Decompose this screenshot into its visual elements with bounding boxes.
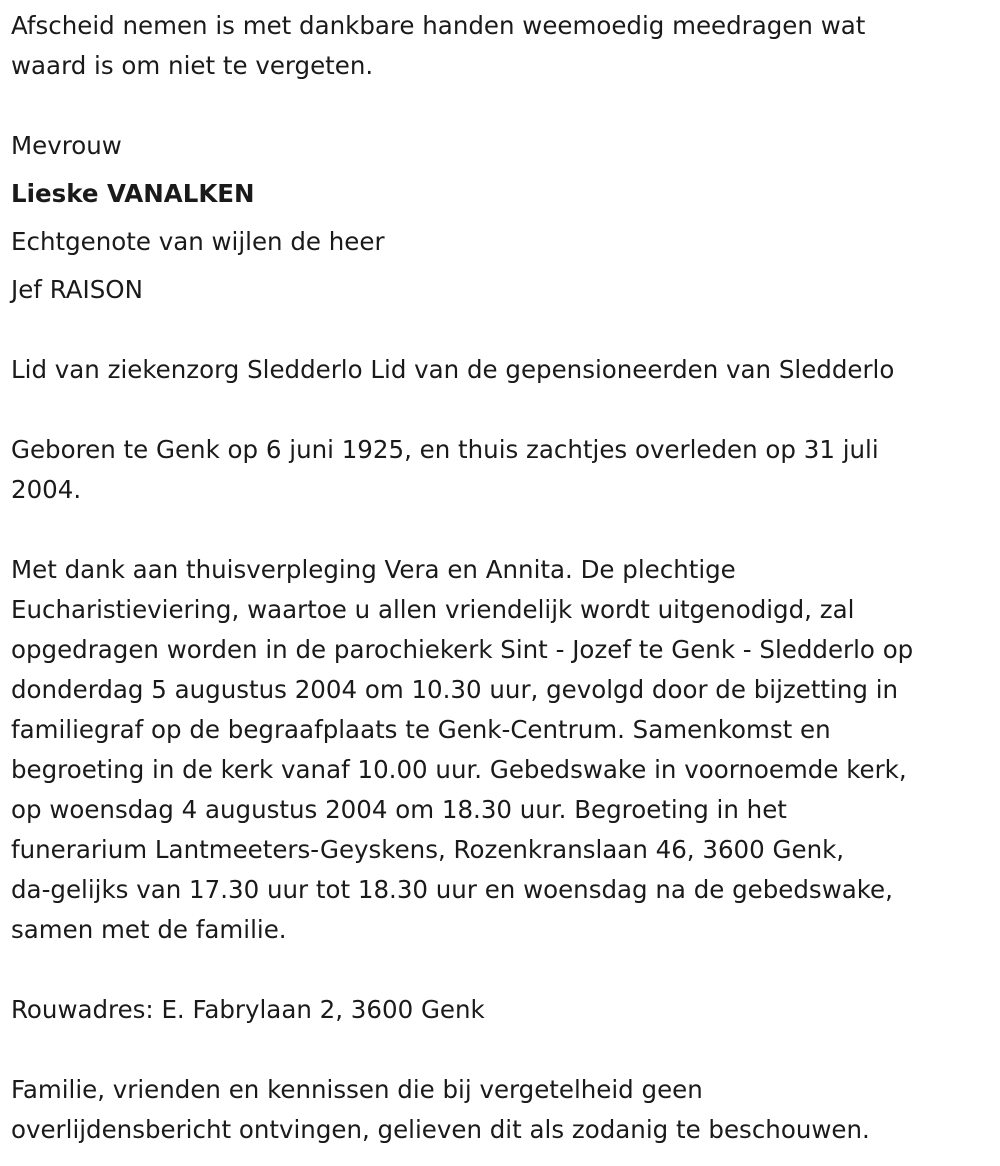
ceremony-line-7: op woensdag 4 augustus 2004 om 18.30 uur. Begroeting in het [11, 795, 787, 824]
ceremony-line-4: donderdag 5 augustus 2004 om 10.30 uur, gevolgd door de bijzetting in [11, 675, 899, 704]
closing-line-1: Familie, vrienden en kennissen die bij vergetelheid geen [11, 1075, 703, 1104]
person-name: Lieske VANALKEN [11, 179, 255, 208]
memberships: Lid van ziekenzorg Sledderlo Lid van de gepensioneerden van Sledderlo [11, 355, 895, 384]
closing-line-2: overlijdensbericht ontvingen, gelieven dit als zodanig te beschouwen. [11, 1115, 870, 1144]
ceremony-line-5: familiegraf op de begraafplaats te Genk-Centrum. Samenkomst en [11, 715, 831, 744]
ceremony-line-3: opgedragen worden in de parochiekerk Sint - Jozef te Genk - Sledderlo op [11, 635, 914, 664]
birth-death-line-1: Geboren te Genk op 6 juni 1925, en thuis zachtjes overleden op 31 juli [11, 435, 879, 464]
mourning-address: Rouwadres: E. Fabrylaan 2, 3600 Genk [11, 995, 485, 1024]
person-relation: Echtgenote van wijlen de heer [11, 227, 385, 256]
ceremony-line-2: Eucharistieviering, waartoe u allen vriendelijk wordt uitgenodigd, zal [11, 595, 855, 624]
spouse-name: Jef RAISON [11, 275, 143, 304]
intro-line-2: waard is om niet te vergeten. [11, 51, 374, 80]
birth-death-line-2: 2004. [11, 475, 82, 504]
ceremony-line-8: funerarium Lantmeeters-Geyskens, Rozenkranslaan 46, 3600 Genk, [11, 835, 845, 864]
ceremony-line-10: samen met de familie. [11, 915, 287, 944]
ceremony-line-6: begroeting in de kerk vanaf 10.00 uur. Gebedswake in voornoemde kerk, [11, 755, 907, 784]
intro-line-1: Afscheid nemen is met dankbare handen weemoedig meedragen wat [11, 11, 866, 40]
ceremony-line-9: da-gelijks van 17.30 uur tot 18.30 uur en woensdag na de gebedswake, [11, 875, 893, 904]
person-title: Mevrouw [11, 131, 122, 160]
ceremony-line-1: Met dank aan thuisverpleging Vera en Annita. De plechtige [11, 555, 736, 584]
